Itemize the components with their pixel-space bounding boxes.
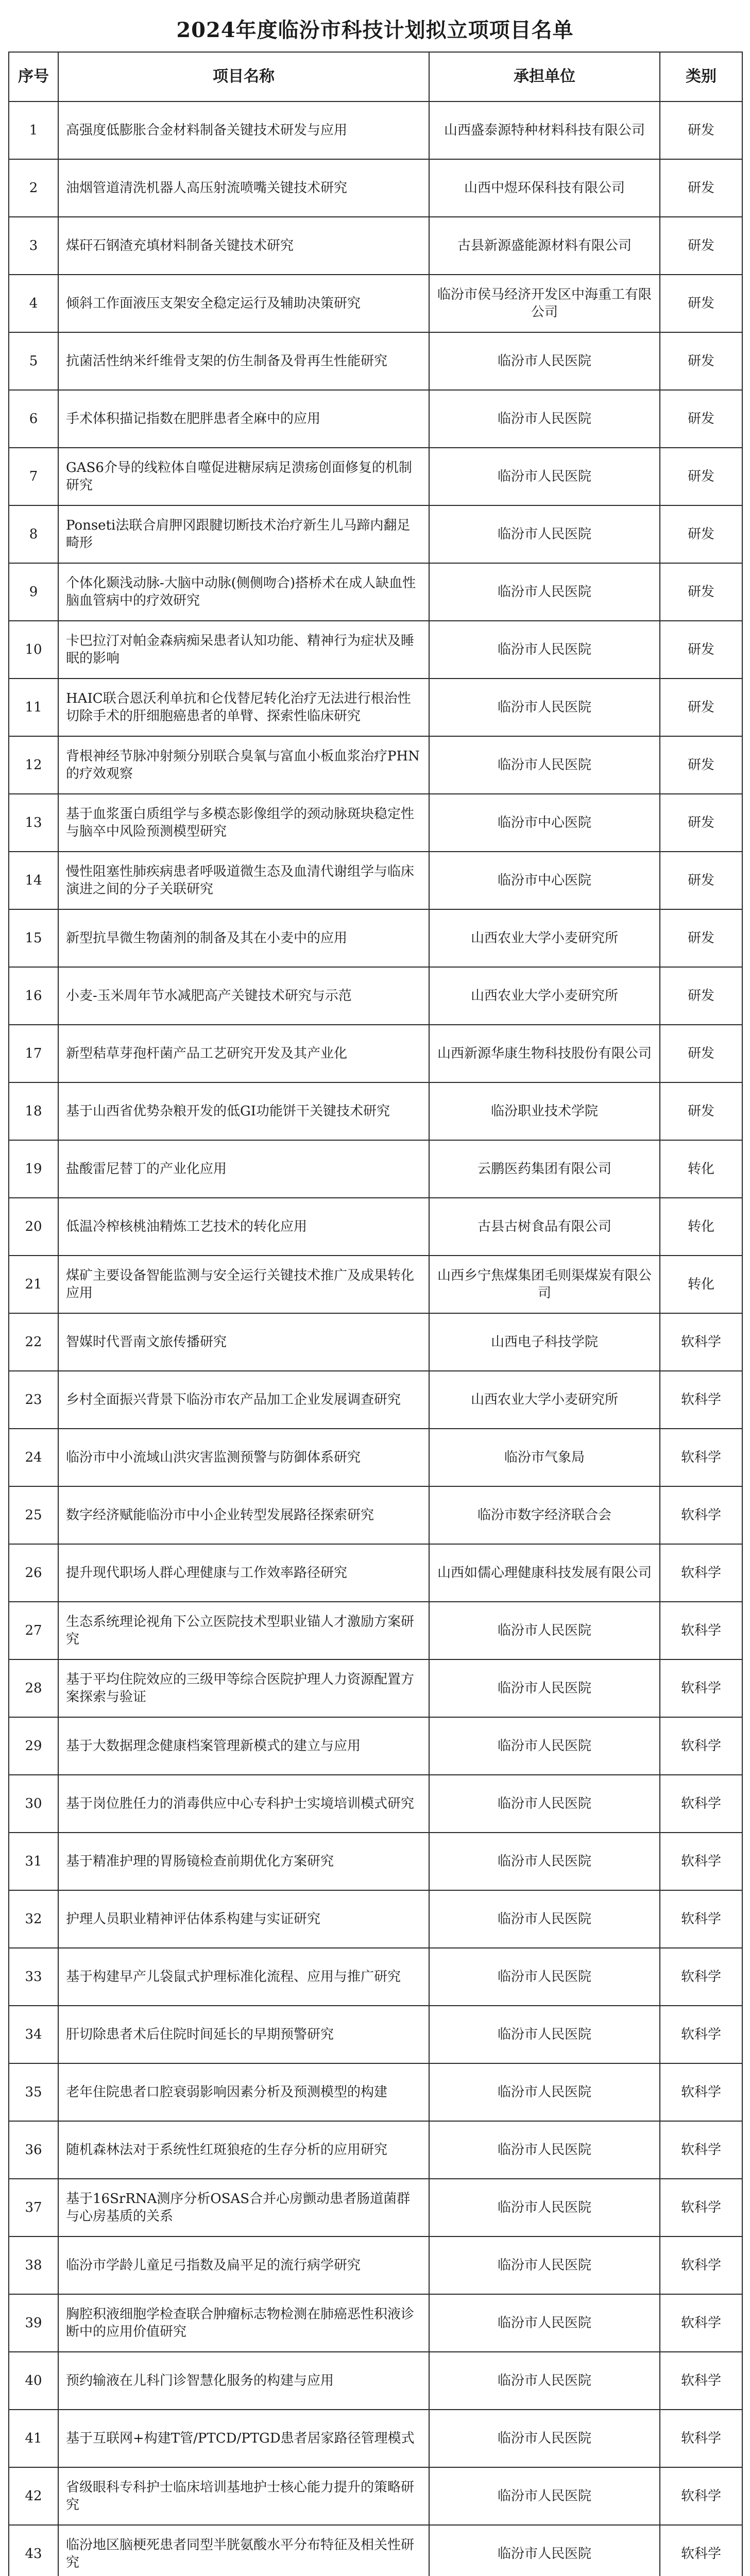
project-category: 软科学 — [660, 1313, 742, 1371]
undertaking-unit: 临汾市人民医院 — [429, 2063, 660, 2121]
project-name: 胸腔积液细胞学检查联合肿瘤标志物检测在肺癌恶性积液诊断中的应用价值研究 — [58, 2294, 429, 2352]
table-row — [9, 2352, 742, 2410]
table-row — [9, 563, 742, 621]
project-name: 低温冷榨核桃油精炼工艺技术的转化应用 — [58, 1198, 429, 1256]
project-name: 卡巴拉汀对帕金森病痴呆患者认知功能、精神行为症状及睡眠的影响 — [58, 621, 429, 679]
table-row — [9, 1602, 742, 1659]
undertaking-unit: 临汾市人民医院 — [429, 1948, 660, 2006]
project-category: 软科学 — [660, 1717, 742, 1775]
row-number: 31 — [9, 1833, 58, 1890]
project-category: 软科学 — [660, 2525, 742, 2576]
project-category: 研发 — [660, 159, 742, 217]
row-number: 29 — [9, 1717, 58, 1775]
undertaking-unit: 临汾市人民医院 — [429, 1890, 660, 1948]
table-row — [9, 2467, 742, 2525]
table-row — [9, 2294, 742, 2352]
project-category: 转化 — [660, 1140, 742, 1198]
undertaking-unit: 临汾市人民医院 — [429, 2179, 660, 2236]
project-name: 基于精准护理的胃肠镜检查前期优化方案研究 — [58, 1833, 429, 1890]
project-category: 软科学 — [660, 2006, 742, 2063]
table-row — [9, 275, 742, 332]
project-name: 基于构建早产儿袋鼠式护理标准化流程、应用与推广研究 — [58, 1948, 429, 2006]
project-table — [8, 52, 743, 2576]
undertaking-unit: 临汾市人民医院 — [429, 2294, 660, 2352]
table-row — [9, 159, 742, 217]
project-category: 软科学 — [660, 2467, 742, 2525]
table-row — [9, 852, 742, 909]
row-number: 11 — [9, 679, 58, 736]
row-number: 2 — [9, 159, 58, 217]
project-category: 软科学 — [660, 1775, 742, 1833]
undertaking-unit: 临汾市人民医院 — [429, 448, 660, 505]
project-name: 抗菌活性纳米纤维骨支架的仿生制备及骨再生性能研究 — [58, 332, 429, 390]
project-name: 基于16SrRNA测序分析OSAS合并心房颤动患者肠道菌群与心房基质的关系 — [58, 2179, 429, 2236]
project-category: 软科学 — [660, 2179, 742, 2236]
undertaking-unit: 山西农业大学小麦研究所 — [429, 967, 660, 1025]
project-category: 研发 — [660, 332, 742, 390]
table-row — [9, 1717, 742, 1775]
table-header-row — [9, 52, 742, 101]
project-category: 软科学 — [660, 2410, 742, 2467]
table-row — [9, 1775, 742, 1833]
table-row — [9, 1429, 742, 1486]
row-number: 3 — [9, 217, 58, 275]
table-row — [9, 1486, 742, 1544]
table-row — [9, 736, 742, 794]
project-category: 研发 — [660, 275, 742, 332]
undertaking-unit: 临汾市数字经济联合会 — [429, 1486, 660, 1544]
table-row — [9, 2236, 742, 2294]
row-number: 30 — [9, 1775, 58, 1833]
project-category: 研发 — [660, 852, 742, 909]
table-row — [9, 332, 742, 390]
table-row — [9, 1833, 742, 1890]
undertaking-unit: 临汾市人民医院 — [429, 2352, 660, 2410]
row-number: 18 — [9, 1082, 58, 1140]
row-number: 7 — [9, 448, 58, 505]
project-name: GAS6介导的线粒体自噬促进糖尿病足溃疡创面修复的机制研究 — [58, 448, 429, 505]
project-category: 软科学 — [660, 1833, 742, 1890]
table-row — [9, 1371, 742, 1429]
document-title: 2024年度临汾市科技计划拟立项项目名单 — [176, 18, 574, 42]
project-name: 生态系统理论视角下公立医院技术型职业锚人才激励方案研究 — [58, 1602, 429, 1659]
table-row — [9, 1140, 742, 1198]
row-number: 20 — [9, 1198, 58, 1256]
row-number: 25 — [9, 1486, 58, 1544]
undertaking-unit: 山西乡宁焦煤集团毛则渠煤炭有限公司 — [429, 1256, 660, 1313]
row-number: 4 — [9, 275, 58, 332]
project-category: 软科学 — [660, 1429, 742, 1486]
table-row — [9, 1659, 742, 1717]
project-name: 临汾地区脑梗死患者同型半胱氨酸水平分布特征及相关性研究 — [58, 2525, 429, 2576]
project-name: 肝切除患者术后住院时间延长的早期预警研究 — [58, 2006, 429, 2063]
row-number: 17 — [9, 1025, 58, 1082]
project-category: 软科学 — [660, 2236, 742, 2294]
row-number: 39 — [9, 2294, 58, 2352]
undertaking-unit: 临汾市人民医院 — [429, 2525, 660, 2576]
undertaking-unit: 临汾市人民医院 — [429, 505, 660, 563]
project-name: 临汾市中小流域山洪灾害监测预警与防御体系研究 — [58, 1429, 429, 1486]
table-row — [9, 2410, 742, 2467]
row-number: 23 — [9, 1371, 58, 1429]
project-name: 煤矸石钢渣充填材料制备关键技术研究 — [58, 217, 429, 275]
row-number: 8 — [9, 505, 58, 563]
row-number: 40 — [9, 2352, 58, 2410]
undertaking-unit: 山西农业大学小麦研究所 — [429, 1371, 660, 1429]
project-name: 数字经济赋能临汾市中小企业转型发展路径探索研究 — [58, 1486, 429, 1544]
project-category: 转化 — [660, 1256, 742, 1313]
undertaking-unit: 古县新源盛能源材料有限公司 — [429, 217, 660, 275]
project-category: 软科学 — [660, 2063, 742, 2121]
row-number: 15 — [9, 909, 58, 967]
project-name: 背根神经节脉冲射频分别联合臭氧与富血小板血浆治疗PHN的疗效观察 — [58, 736, 429, 794]
project-category: 研发 — [660, 679, 742, 736]
undertaking-unit: 山西盛泰源特种材料科技有限公司 — [429, 101, 660, 159]
project-name: 新型抗旱微生物菌剂的制备及其在小麦中的应用 — [58, 909, 429, 967]
row-number: 13 — [9, 794, 58, 852]
project-category: 软科学 — [660, 2294, 742, 2352]
undertaking-unit: 山西中煜环保科技有限公司 — [429, 159, 660, 217]
table-row — [9, 679, 742, 736]
undertaking-unit: 临汾市中心医院 — [429, 852, 660, 909]
undertaking-unit: 临汾市人民医院 — [429, 679, 660, 736]
table-row — [9, 1890, 742, 1948]
project-name: 个体化颞浅动脉-大脑中动脉(侧侧吻合)搭桥术在成人缺血性脑血管病中的疗效研究 — [58, 563, 429, 621]
document-sheet — [8, 5, 742, 2576]
row-number: 42 — [9, 2467, 58, 2525]
row-number: 27 — [9, 1602, 58, 1659]
table-row — [9, 390, 742, 448]
project-category: 研发 — [660, 621, 742, 679]
project-category: 研发 — [660, 505, 742, 563]
project-category: 软科学 — [660, 1486, 742, 1544]
project-name: 智媒时代晋南文旅传播研究 — [58, 1313, 429, 1371]
table-row — [9, 909, 742, 967]
project-category: 研发 — [660, 563, 742, 621]
undertaking-unit: 山西新源华康生物科技股份有限公司 — [429, 1025, 660, 1082]
column-header-no: 序号 — [9, 52, 58, 101]
project-category: 软科学 — [660, 1659, 742, 1717]
undertaking-unit: 临汾市气象局 — [429, 1429, 660, 1486]
project-category: 研发 — [660, 448, 742, 505]
row-number: 14 — [9, 852, 58, 909]
project-name: Ponseti法联合肩胛冈跟腱切断技术治疗新生儿马蹄内翻足畸形 — [58, 505, 429, 563]
project-name: 盐酸雷尼替丁的产业化应用 — [58, 1140, 429, 1198]
undertaking-unit: 山西如儒心理健康科技发展有限公司 — [429, 1544, 660, 1602]
row-number: 5 — [9, 332, 58, 390]
table-row — [9, 1025, 742, 1082]
undertaking-unit: 临汾市人民医院 — [429, 2121, 660, 2179]
undertaking-unit: 临汾市人民医院 — [429, 1602, 660, 1659]
table-row — [9, 794, 742, 852]
project-name: 高强度低膨胀合金材料制备关键技术研发与应用 — [58, 101, 429, 159]
table-row — [9, 1544, 742, 1602]
column-header-category: 类别 — [660, 52, 742, 101]
project-name: 预约输液在儿科门诊智慧化服务的构建与应用 — [58, 2352, 429, 2410]
project-name: 油烟管道清洗机器人高压射流喷嘴关键技术研究 — [58, 159, 429, 217]
row-number: 43 — [9, 2525, 58, 2576]
row-number: 36 — [9, 2121, 58, 2179]
undertaking-unit: 临汾市人民医院 — [429, 2467, 660, 2525]
project-category: 研发 — [660, 909, 742, 967]
table-row — [9, 217, 742, 275]
table-body — [9, 101, 742, 2576]
undertaking-unit: 临汾市人民医院 — [429, 2236, 660, 2294]
table-row — [9, 2525, 742, 2576]
row-number: 37 — [9, 2179, 58, 2236]
project-category: 研发 — [660, 967, 742, 1025]
row-number: 24 — [9, 1429, 58, 1486]
project-name: 随机森林法对于系统性红斑狼疮的生存分析的应用研究 — [58, 2121, 429, 2179]
row-number: 32 — [9, 1890, 58, 1948]
project-name: 护理人员职业精神评估体系构建与实证研究 — [58, 1890, 429, 1948]
table-row — [9, 2121, 742, 2179]
undertaking-unit: 临汾市人民医院 — [429, 1775, 660, 1833]
row-number: 12 — [9, 736, 58, 794]
row-number: 1 — [9, 101, 58, 159]
row-number: 26 — [9, 1544, 58, 1602]
project-category: 软科学 — [660, 1890, 742, 1948]
undertaking-unit: 临汾市人民医院 — [429, 621, 660, 679]
table-row — [9, 1198, 742, 1256]
row-number: 41 — [9, 2410, 58, 2467]
project-name: 省级眼科专科护士临床培训基地护士核心能力提升的策略研究 — [58, 2467, 429, 2525]
row-number: 6 — [9, 390, 58, 448]
row-number: 35 — [9, 2063, 58, 2121]
row-number: 19 — [9, 1140, 58, 1198]
project-name: 基于互联网+构建T管/PTCD/PTGD患者居家路径管理模式 — [58, 2410, 429, 2467]
table-row — [9, 505, 742, 563]
table-row — [9, 1082, 742, 1140]
project-category: 软科学 — [660, 1544, 742, 1602]
project-name: 小麦-玉米周年节水减肥高产关键技术研究与示范 — [58, 967, 429, 1025]
undertaking-unit: 临汾市人民医院 — [429, 390, 660, 448]
project-name: 临汾市学龄儿童足弓指数及扁平足的流行病学研究 — [58, 2236, 429, 2294]
project-name: 老年住院患者口腔衰弱影响因素分析及预测模型的构建 — [58, 2063, 429, 2121]
row-number: 38 — [9, 2236, 58, 2294]
table-row — [9, 2179, 742, 2236]
undertaking-unit: 临汾职业技术学院 — [429, 1082, 660, 1140]
project-name: 基于山西省优势杂粮开发的低GI功能饼干关键技术研究 — [58, 1082, 429, 1140]
table-row — [9, 101, 742, 159]
table-row — [9, 1948, 742, 2006]
project-category: 研发 — [660, 217, 742, 275]
undertaking-unit: 临汾市侯马经济开发区中海重工有限公司 — [429, 275, 660, 332]
project-category: 研发 — [660, 794, 742, 852]
row-number: 16 — [9, 967, 58, 1025]
project-category: 软科学 — [660, 1602, 742, 1659]
column-header-name: 项目名称 — [58, 52, 429, 101]
project-name: 手术体积描记指数在肥胖患者全麻中的应用 — [58, 390, 429, 448]
project-category: 研发 — [660, 736, 742, 794]
project-category: 软科学 — [660, 1371, 742, 1429]
row-number: 33 — [9, 1948, 58, 2006]
column-header-unit: 承担单位 — [429, 52, 660, 101]
project-category: 转化 — [660, 1198, 742, 1256]
project-category: 研发 — [660, 1025, 742, 1082]
undertaking-unit: 临汾市人民医院 — [429, 2410, 660, 2467]
table-row — [9, 967, 742, 1025]
row-number: 34 — [9, 2006, 58, 2063]
project-name: 乡村全面振兴背景下临汾市农产品加工企业发展调查研究 — [58, 1371, 429, 1429]
table-row — [9, 448, 742, 505]
table-row — [9, 1256, 742, 1313]
project-category: 软科学 — [660, 1948, 742, 2006]
project-name: 煤矿主要设备智能监测与安全运行关键技术推广及成果转化应用 — [58, 1256, 429, 1313]
undertaking-unit: 临汾市人民医院 — [429, 1717, 660, 1775]
project-name: 基于平均住院效应的三级甲等综合医院护理人力资源配置方案探索与验证 — [58, 1659, 429, 1717]
project-name: 基于岗位胜任力的消毒供应中心专科护士实境培训模式研究 — [58, 1775, 429, 1833]
project-name: 新型秸草芽孢杆菌产品工艺研究开发及其产业化 — [58, 1025, 429, 1082]
undertaking-unit: 山西电子科技学院 — [429, 1313, 660, 1371]
undertaking-unit: 云鹏医药集团有限公司 — [429, 1140, 660, 1198]
undertaking-unit: 临汾市人民医院 — [429, 736, 660, 794]
undertaking-unit: 古县古树食品有限公司 — [429, 1198, 660, 1256]
row-number: 21 — [9, 1256, 58, 1313]
project-name: 倾斜工作面液压支架安全稳定运行及辅助决策研究 — [58, 275, 429, 332]
project-category: 软科学 — [660, 2352, 742, 2410]
project-name: 基于血浆蛋白质组学与多模态影像组学的颈动脉斑块稳定性与脑卒中风险预测模型研究 — [58, 794, 429, 852]
project-name: 提升现代职场人群心理健康与工作效率路径研究 — [58, 1544, 429, 1602]
table-row — [9, 1313, 742, 1371]
undertaking-unit: 临汾市人民医院 — [429, 2006, 660, 2063]
project-name: 基于大数据理念健康档案管理新模式的建立与应用 — [58, 1717, 429, 1775]
undertaking-unit: 临汾市中心医院 — [429, 794, 660, 852]
project-name: 慢性阻塞性肺疾病患者呼吸道微生态及血清代谢组学与临床演进之间的分子关联研究 — [58, 852, 429, 909]
row-number: 9 — [9, 563, 58, 621]
undertaking-unit: 临汾市人民医院 — [429, 563, 660, 621]
undertaking-unit: 临汾市人民医院 — [429, 332, 660, 390]
project-name: HAIC联合恩沃利单抗和仑伐替尼转化治疗无法进行根治性切除手术的肝细胞癌患者的单臂、探索性临床研究 — [58, 679, 429, 736]
table-row — [9, 621, 742, 679]
undertaking-unit: 临汾市人民医院 — [429, 1659, 660, 1717]
undertaking-unit: 临汾市人民医院 — [429, 1833, 660, 1890]
project-category: 研发 — [660, 101, 742, 159]
row-number: 28 — [9, 1659, 58, 1717]
project-category: 软科学 — [660, 2121, 742, 2179]
row-number: 10 — [9, 621, 58, 679]
row-number: 22 — [9, 1313, 58, 1371]
undertaking-unit: 山西农业大学小麦研究所 — [429, 909, 660, 967]
project-category: 研发 — [660, 1082, 742, 1140]
table-row — [9, 2006, 742, 2063]
table-row — [9, 2063, 742, 2121]
project-category: 研发 — [660, 390, 742, 448]
